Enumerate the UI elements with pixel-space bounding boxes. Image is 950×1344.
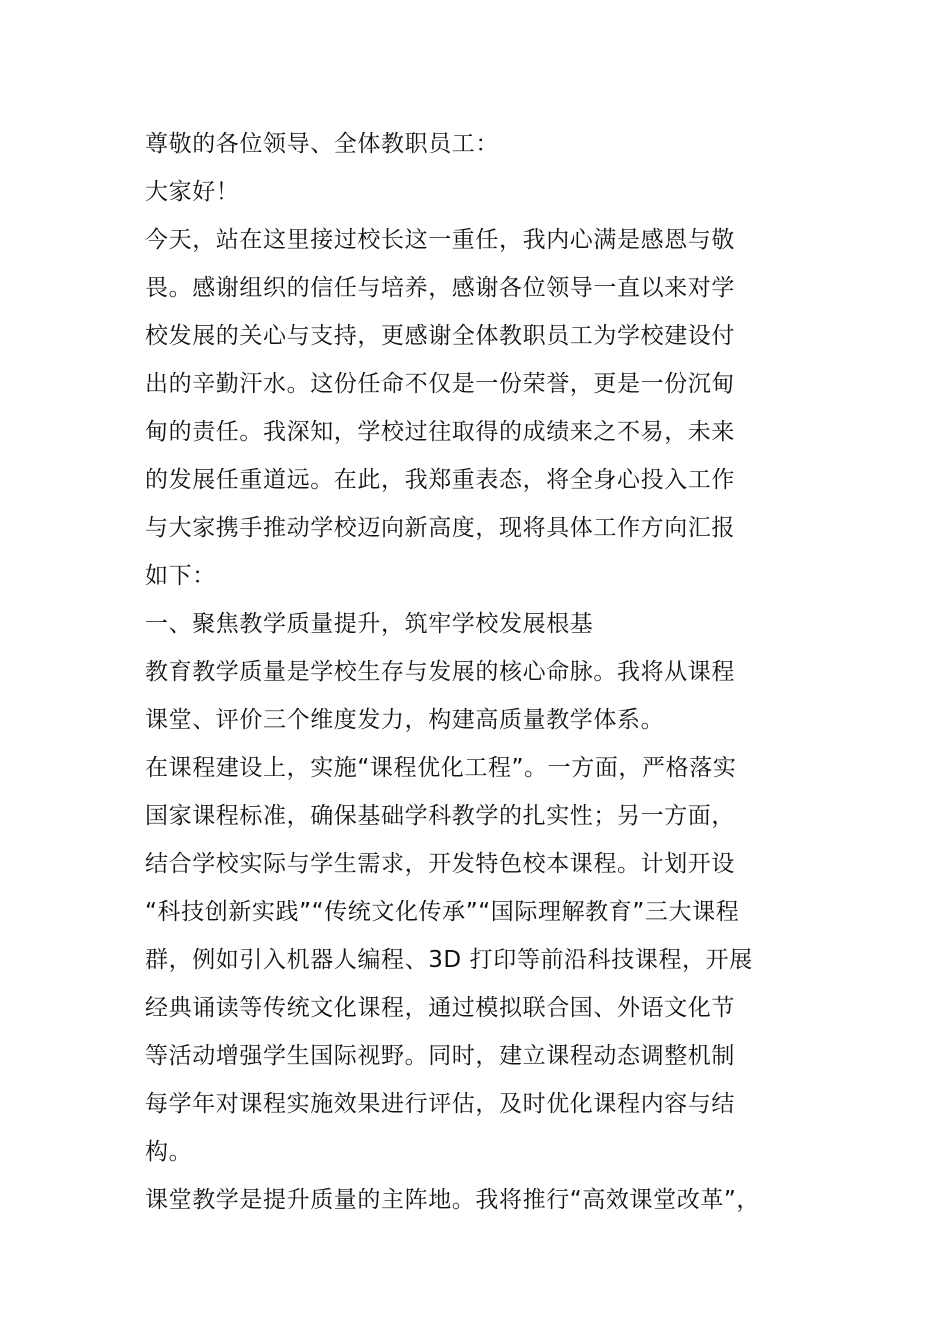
text-line: 经典诵读等传统文化课程，通过模拟联合国、外语文化节 <box>145 995 735 1021</box>
text-line: 构。 <box>145 1139 193 1165</box>
text-line: 出的辛勤汗水。这份任命不仅是一份荣誉，更是一份沉甸 <box>145 371 735 397</box>
text-line: 教育教学质量是学校生存与发展的核心命脉。我将从课程 <box>145 659 735 685</box>
text-line: 校发展的关心与支持，更感谢全体教职员工为学校建设付 <box>145 323 735 349</box>
text-line: 今天，站在这里接过校长这一重任，我内心满是感恩与敬 <box>145 227 735 253</box>
text-line: “科技创新实践”“传统文化传承”“国际理解教育”三大课程 <box>145 899 740 925</box>
salutation-line: 尊敬的各位领导、全体教职员工： <box>145 131 499 157</box>
text-line: 群，例如引入机器人编程、3D 打印等前沿科技课程，开展 <box>145 947 753 973</box>
section-heading: 一、聚焦教学质量提升，筑牢学校发展根基 <box>145 611 594 637</box>
text-line: 结合学校实际与学生需求，开发特色校本课程。计划开设 <box>145 851 735 877</box>
text-line: 每学年对课程实施效果进行评估，及时优化课程内容与结 <box>145 1091 735 1117</box>
text-line: 课堂、评价三个维度发力，构建高质量教学体系。 <box>145 707 665 733</box>
text-line: 课堂教学是提升质量的主阵地。我将推行“高效课堂改革”， <box>145 1187 761 1213</box>
text-line: 如下： <box>145 563 216 589</box>
text-line: 在课程建设上，实施“课程优化工程”。一方面，严格落实 <box>145 755 737 781</box>
greeting-line: 大家好！ <box>145 179 240 205</box>
text-line: 甸的责任。我深知，学校过往取得的成绩来之不易，未来 <box>145 419 735 445</box>
text-line: 与大家携手推动学校迈向新高度，现将具体工作方向汇报 <box>145 515 735 541</box>
document-body <box>145 120 813 1224</box>
text-line: 国家课程标准，确保基础学科教学的扎实性；另一方面， <box>145 803 735 829</box>
text-line: 的发展任重道远。在此，我郑重表态，将全身心投入工作 <box>145 467 735 493</box>
text-line: 畏。感谢组织的信任与培养，感谢各位领导一直以来对学 <box>145 275 735 301</box>
text-line: 等活动增强学生国际视野。同时，建立课程动态调整机制 <box>145 1043 735 1069</box>
